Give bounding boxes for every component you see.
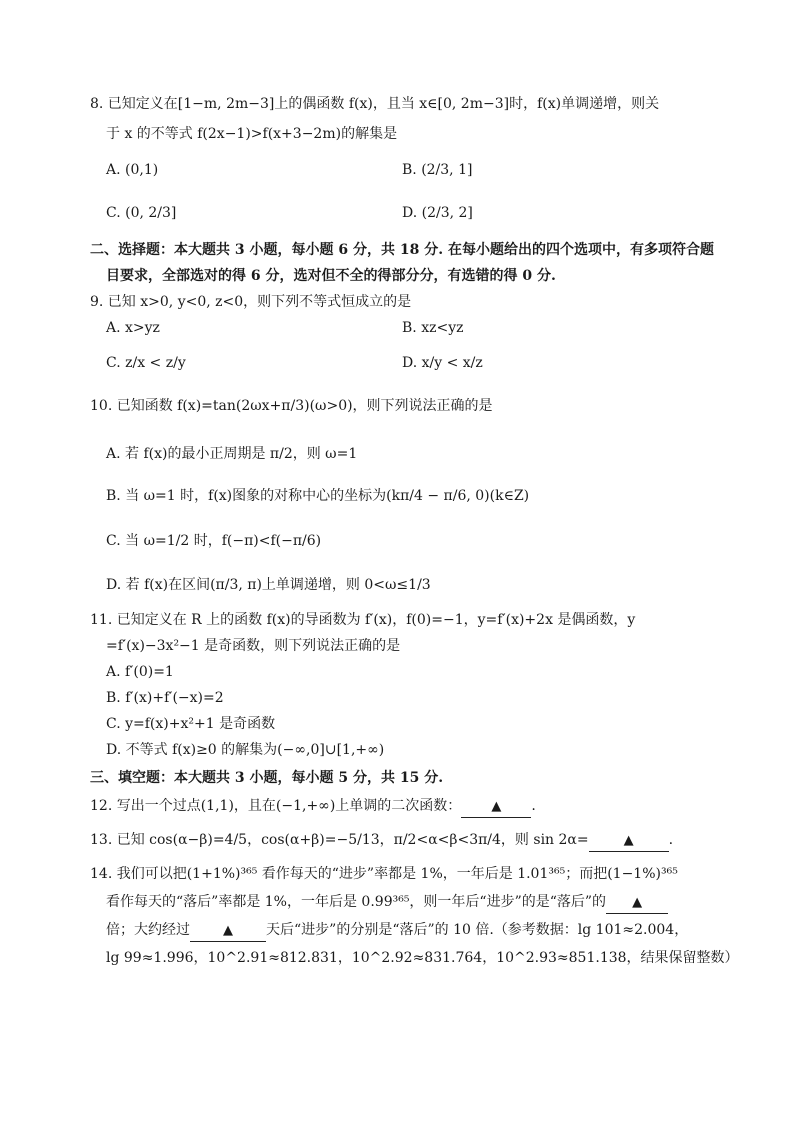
q12-line [90,796,536,818]
q11-option-c: C. y=f(x)+x²+1 是奇函数 [106,716,276,732]
q8-option-a: A. (0,1) [106,162,159,178]
q14-line4: lg 99≈1.996，10^2.91≈812.831，10^2.92≈831.764，10^2.93≈851.138，结果保留整数） [106,950,739,966]
q9-option-c: C. z/x < z/y [106,355,186,371]
section2-heading-line2: 目要求，全部选对的得 6 分，选对但不全的得部分分，有选错的得 0 分. [106,268,556,284]
q8-option-c: C. (0, 2/3] [106,205,177,221]
q8-option-d: D. (2/3, 2] [402,205,473,221]
q11-stem-line2: =f′(x)−3x²−1 是奇函数，则下列说法正确的是 [106,638,401,654]
q10-option-a: A. 若 f(x)的最小正周期是 π/2，则 ω=1 [106,446,358,462]
q14-line2-text: 看作每天的“落后”率都是 1%，一年后是 0.99³⁶⁵，则一年后“进步”的是“落后”的 [106,894,607,910]
q13-answer-blank[interactable] [589,830,669,852]
q8-stem-line2: 于 x 的不等式 f(2x−1)>f(x+3−2m)的解集是 [106,126,398,142]
q13-end: . [668,832,674,848]
q9-option-a: A. x>yz [106,320,160,336]
q12-text: 12. 写出一个过点(1,1)，且在(−1,+∞)上单调的二次函数： [90,798,462,814]
q11-stem-line1: 11. 已知定义在 R 上的函数 f(x)的导函数为 f′(x)，f(0)=−1，y=f′(x)+2x 是偶函数，y [90,612,636,628]
q9-stem: 9. 已知 x>0, y<0, z<0，则下列不等式恒成立的是 [90,294,412,310]
q13-line [90,830,673,852]
q14-line3 [106,920,688,942]
q8-option-b: B. (2/3, 1] [402,162,473,178]
q8-stem-line1: 8. 已知定义在[1−m, 2m−3]上的偶函数 f(x)，且当 x∈[0, 2m−3]时，f(x)单调递增，则关 [90,96,660,112]
triangle-icon: ▲ [623,833,634,848]
section2-heading-line1: 二、选择题：本大题共 3 小题，每小题 6 分，共 18 分. 在每小题给出的四个选项中，有多项符合题 [90,242,714,258]
q14-line3-start: 倍；大约经过 [106,922,190,938]
q12-answer-blank[interactable] [461,796,531,818]
q14-line1: 14. 我们可以把(1+1%)³⁶⁵ 看作每天的“进步”率都是 1%，一年后是 1.01³⁶⁵；而把(1−1%)³⁶⁵ [90,866,678,882]
q9-option-d: D. x/y < x/z [402,355,483,371]
q14-line3-rest: 天后“进步”的分别是“落后”的 10 倍.（参考数据：lg 101≈2.004， [266,922,689,938]
q11-option-a: A. f′(0)=1 [106,664,174,680]
triangle-icon: ▲ [223,923,233,938]
q12-end: . [531,798,536,814]
q10-option-b: B. 当 ω=1 时，f(x)图象的对称中心的坐标为(kπ/4 − π/6, 0)(k∈Z) [106,488,530,504]
triangle-icon: ▲ [632,895,643,910]
q10-option-d: D. 若 f(x)在区间(π/3, π)上单调递增，则 0<ω≤1/3 [106,577,431,593]
q13-text: 13. 已知 cos(α−β)=4/5，cos(α+β)=−5/13，π/2<α<β<3π/4，则 sin 2α= [90,832,589,848]
q10-option-c: C. 当 ω=1/2 时，f(−π)<f(−π/6) [106,533,322,549]
section3-heading: 三、填空题：本大题共 3 小题，每小题 5 分，共 15 分. [90,770,444,786]
q14-answer-blank-2[interactable] [190,920,266,942]
q11-option-d: D. 不等式 f(x)≥0 的解集为(−∞,0]∪[1,+∞) [106,742,385,758]
q9-option-b: B. xz<yz [402,320,464,336]
triangle-icon: ▲ [491,799,502,814]
q10-stem: 10. 已知函数 f(x)=tan(2ωx+π/3)(ω>0)，则下列说法正确的是 [90,398,493,414]
q14-line2 [106,892,668,914]
q11-option-b: B. f′(x)+f′(−x)=2 [106,690,224,706]
q14-answer-blank-1[interactable] [606,892,668,914]
